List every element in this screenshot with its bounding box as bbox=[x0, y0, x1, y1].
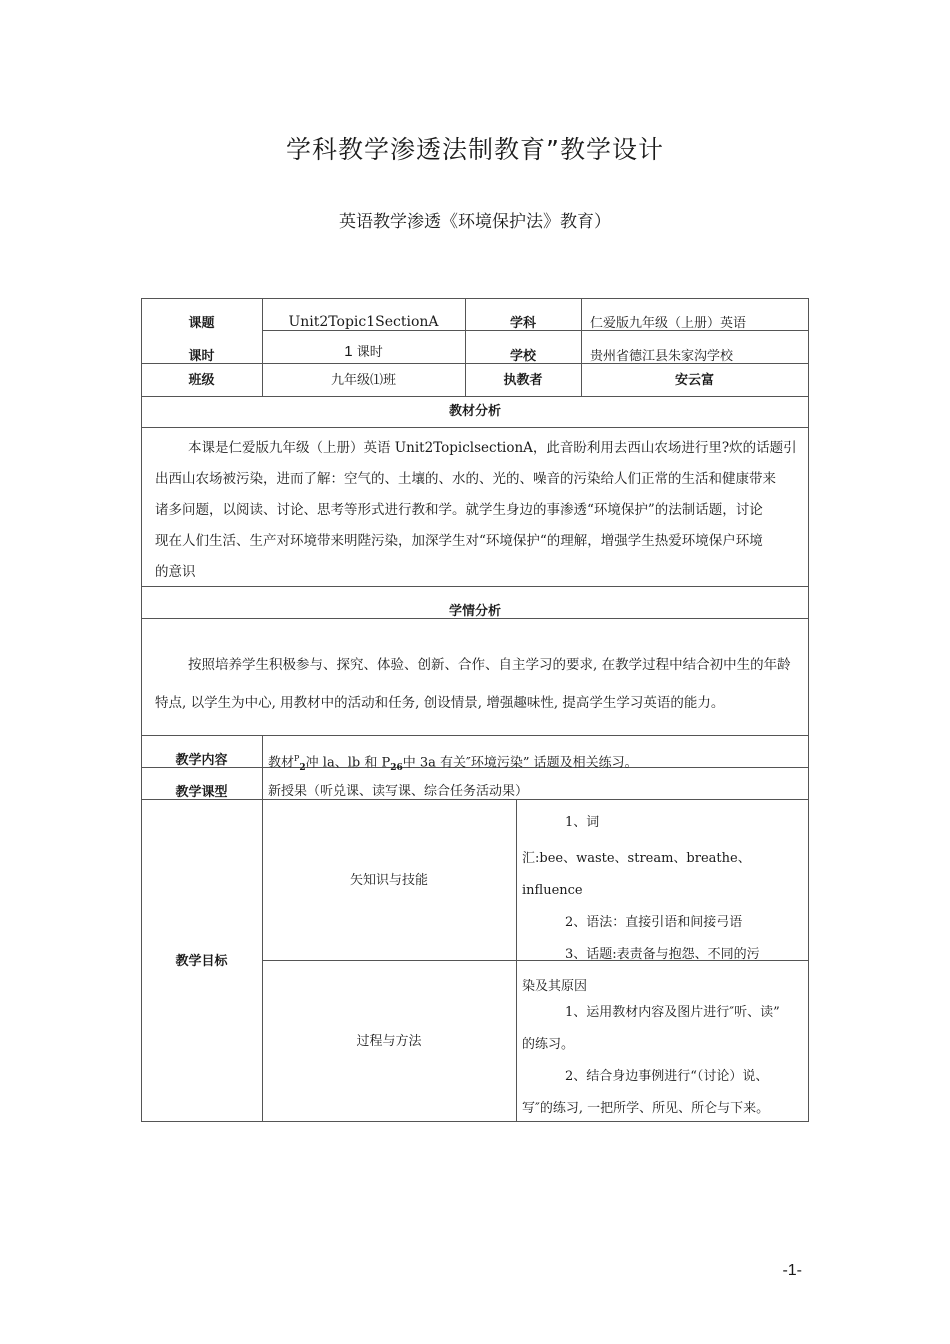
content-sub: 2 bbox=[299, 762, 306, 773]
document-subtitle: 英语教学渗透《环境保护法》教育） bbox=[339, 212, 611, 232]
class-label: 班级 bbox=[188, 373, 215, 388]
process-items bbox=[522, 997, 806, 1125]
content-prefix: 教材 bbox=[268, 755, 295, 771]
lesson-type-value: 新授果（听兑课、读写课、综合任务活动果） bbox=[268, 784, 529, 799]
subject-label: 学科 bbox=[509, 316, 536, 331]
school-label: 学校 bbox=[509, 349, 536, 364]
learner-heading: 学情分析 bbox=[448, 604, 501, 619]
process-item: 2、结合身边事例进行“（讨论）说、 bbox=[565, 1069, 769, 1084]
content-label: 教学内容 bbox=[175, 753, 228, 768]
material-line: 现在人们生活、生产对环境带来明陛污染，加深学生对“环境保护“的理解，增强学生热爱环境保户环境 bbox=[155, 533, 763, 549]
knowledge-item: 汇:bee、waste、stream、breathe、influence bbox=[522, 851, 751, 898]
knowledge-item: 3、话题:表责备与抱怨、不同的污 bbox=[565, 947, 760, 962]
content-suffix: 中 3a 有关″环境污染” 话题及相关练习。 bbox=[402, 755, 638, 771]
document-title: 学科教学渗透法制教育”教学设计 bbox=[286, 135, 664, 164]
content-sub: 26 bbox=[390, 762, 403, 773]
material-line: 的意识 bbox=[155, 564, 196, 580]
goals-label: 教学目标 bbox=[175, 954, 228, 969]
learner-line: 按照培养学生积极参与、探究、体验、创新、合作、自主学习的要求, 在教学过程中结合初中生的年龄 bbox=[188, 657, 791, 673]
lesson-type-label: 教学课型 bbox=[175, 785, 228, 800]
class-value: 九年级⑴班 bbox=[330, 373, 396, 388]
material-line: 诸多问题，以阅读、讨论、思考等形式进行教和学。就学生身边的事渗透“环境保护”的法制话题，讨论 bbox=[155, 502, 763, 518]
learner-line: 特点, 以学生为中心, 用教材中的活动和任务, 创设情景, 增强趣味性, 提高学生学习英语的能力。 bbox=[155, 695, 725, 711]
material-text bbox=[155, 433, 803, 588]
topic-label: 课题 bbox=[188, 316, 215, 331]
knowledge-label: 矢知识与技能 bbox=[349, 873, 428, 888]
knowledge-item: 染及其原因 bbox=[522, 979, 588, 994]
process-item: 1、运用教材内容及图片进行″听、读” bbox=[565, 1005, 780, 1020]
topic-value: Unit2Topic1SectionA bbox=[288, 314, 439, 330]
knowledge-item: 2、语法：直接引语和间接弓语 bbox=[565, 915, 743, 930]
material-heading: 教材分析 bbox=[448, 404, 501, 419]
process-label: 过程与方法 bbox=[356, 1034, 422, 1049]
hours-unit: 课时 bbox=[356, 345, 383, 360]
process-item: 的练习。 bbox=[522, 1037, 575, 1052]
material-line: 本课是仁爱版九年级（上册）英语 Unit2TopiclsectionA，此音盼利用去西山农场进行里?炊的话题引 bbox=[188, 440, 797, 456]
content-mid: 冲 la、lb 和 P bbox=[305, 755, 391, 771]
learner-text bbox=[155, 646, 803, 722]
hours-number: 1 bbox=[344, 343, 353, 360]
school-value: 贵州省德江县朱家沟学校 bbox=[590, 349, 734, 364]
teacher-value: 安云富 bbox=[674, 373, 714, 388]
hours-label: 课时 bbox=[188, 349, 215, 364]
hours-value bbox=[262, 344, 465, 361]
material-line: 出西山农场被污染，进而了解：空气的、土壤的、水的、光的、噪音的污染给人们正常的生活和健康带来 bbox=[155, 471, 776, 487]
page-number: -1- bbox=[782, 1262, 802, 1279]
process-item: 写″的练习, 一把所学、所见、所仑与下来。 bbox=[522, 1101, 770, 1116]
content-value bbox=[268, 751, 808, 776]
subject-value: 仁爱版九年级（上册）英语 bbox=[590, 316, 747, 331]
knowledge-items bbox=[522, 807, 806, 994]
content-sup: P bbox=[294, 754, 300, 763]
teacher-label: 执教者 bbox=[503, 373, 543, 388]
knowledge-item: 1、词 bbox=[565, 815, 600, 830]
